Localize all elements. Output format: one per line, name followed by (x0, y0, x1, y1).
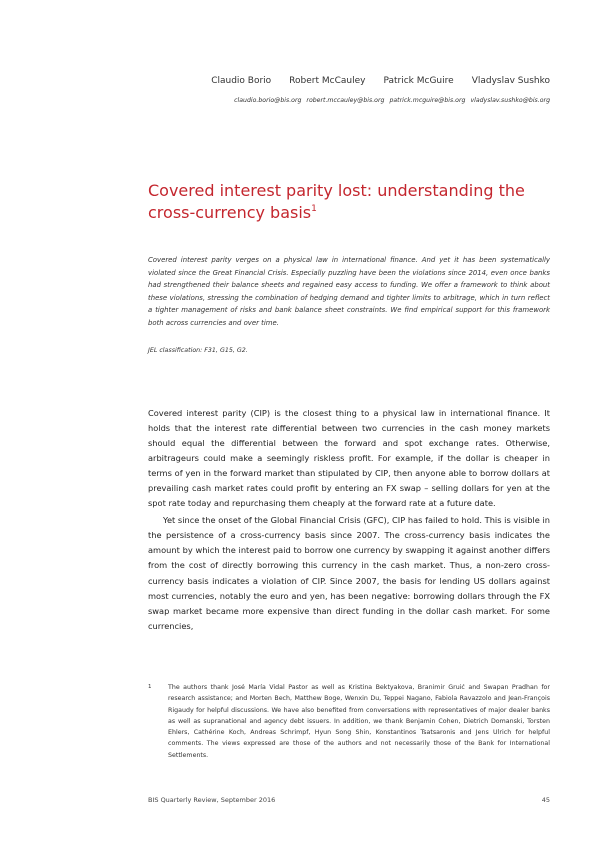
footnote (148, 682, 550, 761)
author-name: Claudio Borio (211, 76, 272, 86)
jel-classification: JEL classification: F31, G15, G2. (148, 347, 248, 354)
footnote-marker: 1 (148, 684, 152, 690)
author-names (140, 76, 550, 86)
body-text (148, 406, 550, 634)
title-line-2: cross-currency basis (148, 203, 312, 222)
author-name: Robert McCauley (289, 76, 366, 86)
article-title (148, 180, 548, 224)
page-number: 45 (541, 796, 550, 804)
footer-publication: BIS Quarterly Review, September 2016 (148, 796, 276, 804)
title-footnote-ref: 1 (311, 204, 317, 214)
author-emails (140, 97, 550, 104)
page-footer (148, 796, 550, 804)
author-email: claudio.borio@bis.org (234, 97, 302, 104)
author-email: vladyslav.sushko@bis.org (470, 97, 550, 104)
body-paragraph-1: Covered interest parity (CIP) is the closest thing to a physical law in international finance. It holds that the interest rate differential between two currencies in the cash money markets should equal the differential between the forward and spot exchange rates. Otherwise, arbitrageurs could make a seemingly riskless profit. For example, if the dollar is cheaper in terms of yen in the forward market than stipulated by CIP, then anyone able to borrow dollars at prevailing cash market rates could profit by entering an FX swap – selling dollars for yen at the spot rate today and repurchasing them cheaply at the forward rate at a future date. (148, 408, 550, 509)
author-email: patrick.mcguire@bis.org (389, 97, 466, 104)
author-name: Patrick McGuire (383, 76, 454, 86)
body-paragraph-2: Yet since the onset of the Global Financial Crisis (GFC), CIP has failed to hold. This is visible in the persistence of a cross-currency basis since 2007. The cross-currency basis indicates the amount by which the interest paid to borrow one currency by swapping it against another differs from the cost of directly borrowing this currency in the cash market. Thus, a non-zero cross-currency basis indicates a violation of CIP. Since 2007, the basis for lending US dollars against most currencies, notably the euro and yen, has been negative: borrowing dollars through the FX swap market became more expensive than direct funding in the dollar cash market. For some currencies, (148, 515, 550, 631)
author-email: robert.mccauley@bis.org (306, 97, 385, 104)
abstract: Covered interest parity verges on a physical law in international finance. And yet it has been systematically violated since the Great Financial Crisis. Especially puzzling have been the violations since 2014, even once banks had strengthened their balance sheets and regained easy access to funding. We offer a framework to think about these violations, stressing the combination of hedging demand and tighter limits to arbitrage, which in turn reflect a tighter management of risks and bank balance sheet constraints. We find empirical support for this framework both across currencies and over time. (148, 256, 550, 327)
footnote-text: The authors thank José María Vidal Pastor as well as Kristina Bektyakova, Branimir Gruić and Swapan Pradhan for research assistance; and Morten Bech, Matthew Boge, Wenxin Du, Teppei Nagano, Fabiola Ravazzolo and Jean-François Rigaudy for helpful discussions. We have also benefited from conversations with representatives of major dealer banks as well as supranational and agency debt issuers. In addition, we thank Benjamin Cohen, Dietrich Domanski, Torsten Ehlers, Cathérine Koch, Andreas Schrimpf, Hyun Song Shin, Konstantinos Tsatsaronis and Jens Ulrich for helpful comments. The views expressed are those of the authors and not necessarily those of the Bank for International Settlements. (168, 684, 550, 759)
title-line-1: Covered interest parity lost: understanding the (148, 181, 525, 200)
author-name: Vladyslav Sushko (471, 76, 550, 86)
